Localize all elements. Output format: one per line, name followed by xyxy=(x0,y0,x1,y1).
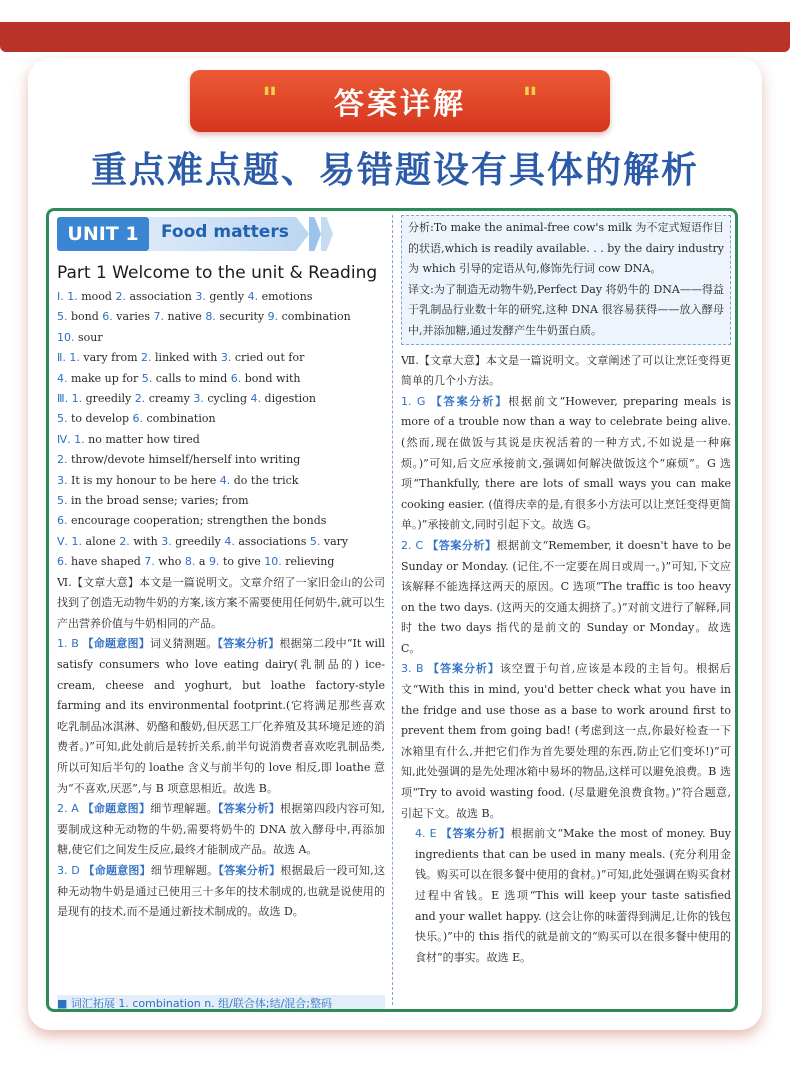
item-answer: no matter how tired xyxy=(88,432,200,446)
r4-tag: 【答案分析】 xyxy=(440,827,511,841)
note-analysis: 分析:To make the animal-free cow's milk 为不定式短语作目的状语,which is readily available. . . by the dairy industry 为 which 引导的定语从句,修饰先行词 cow DNA。 xyxy=(408,221,724,276)
item-answer: do the trick xyxy=(233,473,299,487)
r1-number: 1. G xyxy=(401,394,431,408)
answer-line xyxy=(57,287,385,307)
answer-line xyxy=(57,450,385,470)
item-number: 5. xyxy=(141,371,153,385)
answer-q2 xyxy=(57,799,385,861)
item-number: 6. xyxy=(230,371,242,385)
item-answer: in the broad sense; varies; from xyxy=(71,494,249,508)
note-translation: 译文:为了制造无动物牛奶,Perfect Day 将奶牛的 DNA——得益于乳制品行业数十年的研究,这种 DNA 很容易获得——放入酵母中,并添加糖,通过发酵产生牛奶蛋白质。 xyxy=(408,282,724,337)
answer-frame xyxy=(46,208,738,1012)
item-number: 5. xyxy=(57,412,68,426)
item-answer: native xyxy=(167,310,206,324)
q1-tag-intent: 【命题意图】 xyxy=(82,637,150,651)
q1-number: 1. B xyxy=(57,637,83,651)
item-answer: security xyxy=(219,310,268,324)
item-number: 7. xyxy=(144,555,155,569)
q2-tag-analysis: 【答案分析】 xyxy=(217,802,281,816)
answer-line xyxy=(57,532,385,552)
answer-lines xyxy=(57,287,385,573)
answer-line xyxy=(57,430,385,450)
r3-tag: 【答案分析】 xyxy=(428,662,500,676)
item-answer: a xyxy=(198,555,209,569)
answer-r1 xyxy=(401,392,731,536)
item-answer: linked with xyxy=(155,351,221,365)
q1-tag-analysis: 【答案分析】 xyxy=(217,637,280,651)
item-answer: association xyxy=(129,290,196,303)
answer-line xyxy=(57,348,385,368)
item-number: 4. xyxy=(250,392,262,406)
r2-number: 2. C xyxy=(401,538,428,552)
item-answer: throw/devote himself/herself into writing xyxy=(71,453,301,467)
top-band xyxy=(0,22,790,52)
part-title: Part 1 Welcome to the unit & Reading xyxy=(57,263,378,283)
item-answer: It is my honour to be here xyxy=(71,473,220,487)
item-number: Ⅲ. 1. xyxy=(57,392,83,406)
vocab-box: ■ 词汇拓展 1. combination n. 组/联合体;结/混合;整码 xyxy=(57,995,385,1009)
item-answer: have shaped xyxy=(71,555,145,569)
answer-line xyxy=(57,307,385,327)
item-answer: varies xyxy=(116,310,154,324)
item-answer: alone xyxy=(85,534,120,548)
item-number: 2. xyxy=(141,351,152,365)
item-number: 5. xyxy=(57,494,68,508)
r4-number: 4. E xyxy=(415,827,441,841)
unit-tail xyxy=(321,217,333,251)
q1-type: 词义猜测题。 xyxy=(150,637,218,651)
q2-body: 根据第四段内容可知,要制成这种无动物的牛奶,需要将奶牛的 DNA 放入酵母中,再添加糖,使它们之间发生反应,最终才能制成产品。故选 A。 xyxy=(57,802,385,857)
item-number: 2. xyxy=(134,392,146,406)
item-number: 10. xyxy=(57,330,75,344)
q2-tag-intent: 【命题意图】 xyxy=(82,802,151,816)
answer-r4 xyxy=(401,824,731,968)
item-number: Ⅴ. 1. xyxy=(57,534,83,548)
answer-line xyxy=(57,552,385,572)
item-number: 9. xyxy=(267,310,279,324)
q3-type: 细节理解题。 xyxy=(150,864,219,877)
quote-close: " xyxy=(522,82,538,117)
q2-type: 细节理解题。 xyxy=(150,802,218,816)
item-answer: mood xyxy=(81,290,116,303)
q3-number: 3. D xyxy=(57,864,84,877)
r1-tag: 【答案分析】 xyxy=(430,394,509,408)
q3-body: 根据最后一段可知,这种无动物牛奶是通过已使用三十多年的技术制成的,也就是说使用的是现有的技术,而不是通过新技术制成的。故选 D。 xyxy=(57,864,385,919)
r4-body: 根据前文“Make the most of money. Buy ingredients that can be used in many meals. (充分利用金钱。购买可以在很多餐中使用的食材。)”可知,此处强调在购买食材过程中省钱。E 选项“This will keep your taste satisfied and your wallet happy. (这会让你的味蕾得到满足,让你的钱包快乐。)”中的 this 指代的就是前文的“购买可以在很多餐中使用的食材”的事实。故选 E。 xyxy=(415,827,731,964)
item-answer: greedily xyxy=(175,534,225,548)
q3-tag-analysis: 【答案分析】 xyxy=(218,864,281,877)
item-answer: who xyxy=(158,555,185,569)
unit-header xyxy=(57,217,385,253)
item-number: Ⅳ. 1. xyxy=(57,432,85,446)
item-number: 2. xyxy=(119,534,130,548)
item-answer: relieving xyxy=(285,555,335,569)
q1-body: 根据第二段中“It will satisfy consumers who love eating dairy(乳制品的) ice-cream, cheese and yoghurt, but loathe factory-style farming and its environmental footprint.(它将满足那些喜欢吃乳制品冰淇淋、奶酪和酸奶,但厌恶工厂化养殖及其环境足迹的消费者。)”可知,此处前后是转折关系,前半句说消费者喜欢吃乳制品类,所以可知后半句的 loathe 含义与前半句的 love 相反,即 loathe 意为“不喜欢,厌恶”,与 B 项意思相近。故选 B。 xyxy=(57,637,385,795)
item-answer: bond with xyxy=(244,371,301,385)
item-answer: combination xyxy=(146,412,216,426)
unit-name: Food matters xyxy=(161,222,289,242)
answer-r2 xyxy=(401,536,731,660)
item-answer: gently xyxy=(209,290,248,303)
item-answer: greedily xyxy=(85,392,135,406)
item-number: 3. xyxy=(161,534,172,548)
item-answer: cycling xyxy=(207,392,251,406)
item-number: 6. xyxy=(132,412,143,426)
item-number: 8. xyxy=(184,555,196,569)
item-answer: to give xyxy=(222,555,265,569)
item-number: 7. xyxy=(153,310,164,324)
answer-line xyxy=(57,389,385,409)
r2-body: 根据前文“Remember, it doesn't have to be Sunday or Monday. (记住,不一定要在周日或周一。)”可知,下文应该解释不能选择这两天的原因。C 选项“The traffic is too heavy on the two days. (这两天的交通太拥挤了。)”对前文进行了解释,同时 the two days 指代的是前文的 Sunday or Monday。故选 C。 xyxy=(401,538,731,655)
item-answer: associations xyxy=(238,534,310,548)
item-number: 4. xyxy=(219,473,231,487)
item-answer: to develop xyxy=(71,412,133,426)
answer-banner xyxy=(190,70,610,132)
answer-line xyxy=(57,491,385,511)
item-number: 3. xyxy=(195,290,206,303)
item-number: 6. xyxy=(102,310,113,324)
q2-number: 2. A xyxy=(57,802,83,816)
r1-body: 根据前文“However, preparing meals is more of a trouble now than a way to celebrate being alive. (然而,现在做饭与其说是庆祝活着的一种方式,不如说是一种麻烦。)”可知,后文应承接前文,强调如何解决做饭这个“麻烦”。G 选项“Thankfully, there are lots of small ways you can make cooking easier. (值得庆幸的是,有很多小方法可以让烹饪变得更简单。)”承接前文,同时引起下文。故选 G。 xyxy=(401,394,731,532)
r3-number: 3. B xyxy=(401,662,428,676)
r2-tag: 【答案分析】 xyxy=(427,538,497,552)
item-number: Ⅱ. 1. xyxy=(57,351,80,365)
column-divider xyxy=(392,215,393,1005)
q3-tag-intent: 【命题意图】 xyxy=(83,864,151,877)
item-answer: vary from xyxy=(83,351,142,365)
item-answer: sour xyxy=(78,330,103,344)
item-number: 2. xyxy=(57,453,68,467)
item-number: 3. xyxy=(220,351,232,365)
banner-title: 答案详解 xyxy=(334,87,466,122)
item-answer: creamy xyxy=(148,392,194,406)
item-answer: combination xyxy=(281,310,351,324)
answer-q3 xyxy=(57,861,385,923)
answer-line xyxy=(57,369,385,389)
item-number: 9. xyxy=(208,555,220,569)
item-number: 5. xyxy=(309,534,321,548)
answer-line xyxy=(57,409,385,429)
item-number: 6. xyxy=(57,555,68,569)
item-answer: make up for xyxy=(71,371,142,385)
right-column xyxy=(401,211,731,1009)
section-vi-intro: Ⅵ.【文章大意】本文是一篇说明文。文章介绍了一家旧金山的公司找到了创造无动物牛奶的方案,该方案不需要使用任何奶牛,就可以生产出营养价值与牛奶相同的产品。 xyxy=(57,575,385,630)
analysis-note xyxy=(401,215,731,345)
item-number: 2. xyxy=(115,290,126,303)
left-column xyxy=(57,211,385,1009)
page-headline: 重点难点题、易错题设有具体的解析 xyxy=(90,150,699,191)
item-answer: cried out for xyxy=(234,351,305,365)
item-number: 4. xyxy=(57,371,68,385)
item-number: 6. xyxy=(57,514,68,528)
quote-open: " xyxy=(262,82,278,117)
item-number: 3. xyxy=(193,392,204,406)
item-number: 4. xyxy=(224,534,235,548)
item-answer: with xyxy=(133,534,162,548)
item-answer: calls to mind xyxy=(155,371,231,385)
item-answer: emotions xyxy=(261,290,313,303)
item-answer: digestion xyxy=(264,392,316,406)
item-answer: encourage cooperation; strengthen the bonds xyxy=(71,514,327,528)
item-number: 3. xyxy=(57,473,68,487)
item-number: 8. xyxy=(205,310,216,324)
section-vii-intro: Ⅶ.【文章大意】本文是一篇说明文。文章阐述了可以让烹饪变得更简单的几个小方法。 xyxy=(401,353,731,388)
item-number: Ⅰ. 1. xyxy=(57,290,78,303)
item-number: 5. xyxy=(57,310,68,324)
r3-body: 该空置于句首,应该是本段的主旨句。根据后文“With this in mind, you'd better check what you have in the fridge and use those as a base to work around first to prevent them from going bad! (考虑到这一点,你最好检查一下冰箱里有什么,并把它们作为首先要处理的东西,防止它们变坏!)”可知,此处强调的是先处理冰箱中易坏的物品,这样可以避免浪费。B 选项“Try to avoid wasting food. (尽量避免浪费食物。)”符合题意,引起下文。故选 B。 xyxy=(401,662,731,820)
item-number: 10. xyxy=(264,555,282,569)
answer-q1 xyxy=(57,634,385,799)
item-number: 4. xyxy=(247,290,259,303)
unit-badge: UNIT 1 xyxy=(57,217,149,251)
answer-line xyxy=(57,328,385,348)
answer-line xyxy=(57,471,385,491)
answer-line xyxy=(57,511,385,531)
answer-r3 xyxy=(401,659,731,824)
item-answer: bond xyxy=(71,310,103,324)
unit-tail xyxy=(309,217,321,251)
item-answer: vary xyxy=(323,534,349,548)
